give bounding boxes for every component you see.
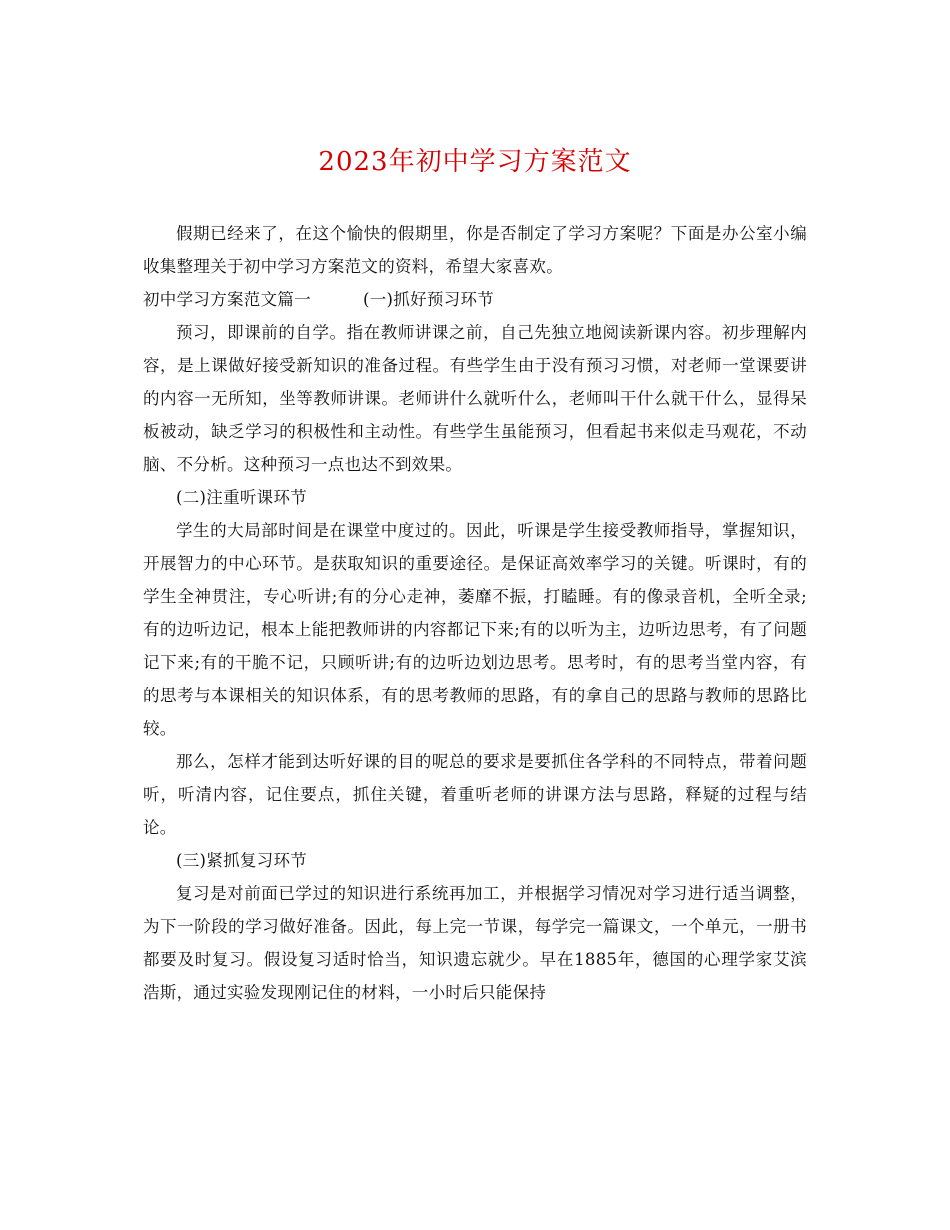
- heading-review: (三)紧抓复习环节: [176, 851, 308, 870]
- document-body: [143, 217, 807, 1009]
- heading-preview: (一)抓好预习环节: [363, 290, 495, 309]
- document-title: 2023年初中学习方案范文: [318, 147, 632, 177]
- intro-paragraph: 假期已经来了，在这个愉快的假期里，你是否制定了学习方案呢？下面是办公室小编收集整理关于初中学习方案范文的资料，希望大家喜欢。: [143, 224, 807, 276]
- paragraph-listening: 学生的大局部时间是在课堂中度过的。因此，听课是学生接受教师指导，掌握知识，开展智力的中心环节。是获取知识的重要途径。是保证高效率学习的关键。听课时，有的学生全神贯注，专心听讲;有的分心走神，萎靡不振，打瞌睡。有的像录音机，全听全录;有的边听边记，根本上能把教师讲的内容都记下来;有的以听为主，边听边思考，有了问题记下来;有的干脆不记，只顾听讲;有的边听边划边思考。思考时，有的思考当堂内容，有的思考与本课相关的知识体系，有的思考教师的思路，有的拿自己的思路与教师的思路比较。: [143, 521, 807, 738]
- paragraph-review: 复习是对前面已学过的知识进行系统再加工，并根据学习情况对学习进行适当调整，为下一阶段的学习做好准备。因此，每上完一节课，每学完一篇课文，一个单元，一册书都要及时复习。假设复习适时恰当，知识遗忘就少。早在1885年，德国的心理学家艾滨浩斯，通过实验发现刚记住的材料，一小时后只能保持: [143, 884, 807, 1002]
- section-line: [143, 283, 807, 316]
- heading-listening: (二)注重听课环节: [176, 488, 308, 507]
- paragraph-preview: 预习，即课前的自学。指在教师讲课之前，自己先独立地阅读新课内容。初步理解内容，是上课做好接受新知识的准备过程。有些学生由于没有预习习惯，对老师一堂课要讲的内容一无所知，坐等教师讲课。老师讲什么就听什么，老师叫干什么就干什么，显得呆板被动，缺乏学习的积极性和主动性。有些学生虽能预习，但看起书来似走马观花，不动脑、不分析。这种预习一点也达不到效果。: [143, 323, 807, 474]
- paragraph-listening-goal: 那么，怎样才能到达听好课的目的呢总的要求是要抓住各学科的不同特点，带着问题听，听清内容，记住要点，抓住关键，着重听老师的讲课方法与思路，释疑的过程与结论。: [143, 752, 807, 837]
- section-label: 初中学习方案范文篇一: [143, 290, 311, 309]
